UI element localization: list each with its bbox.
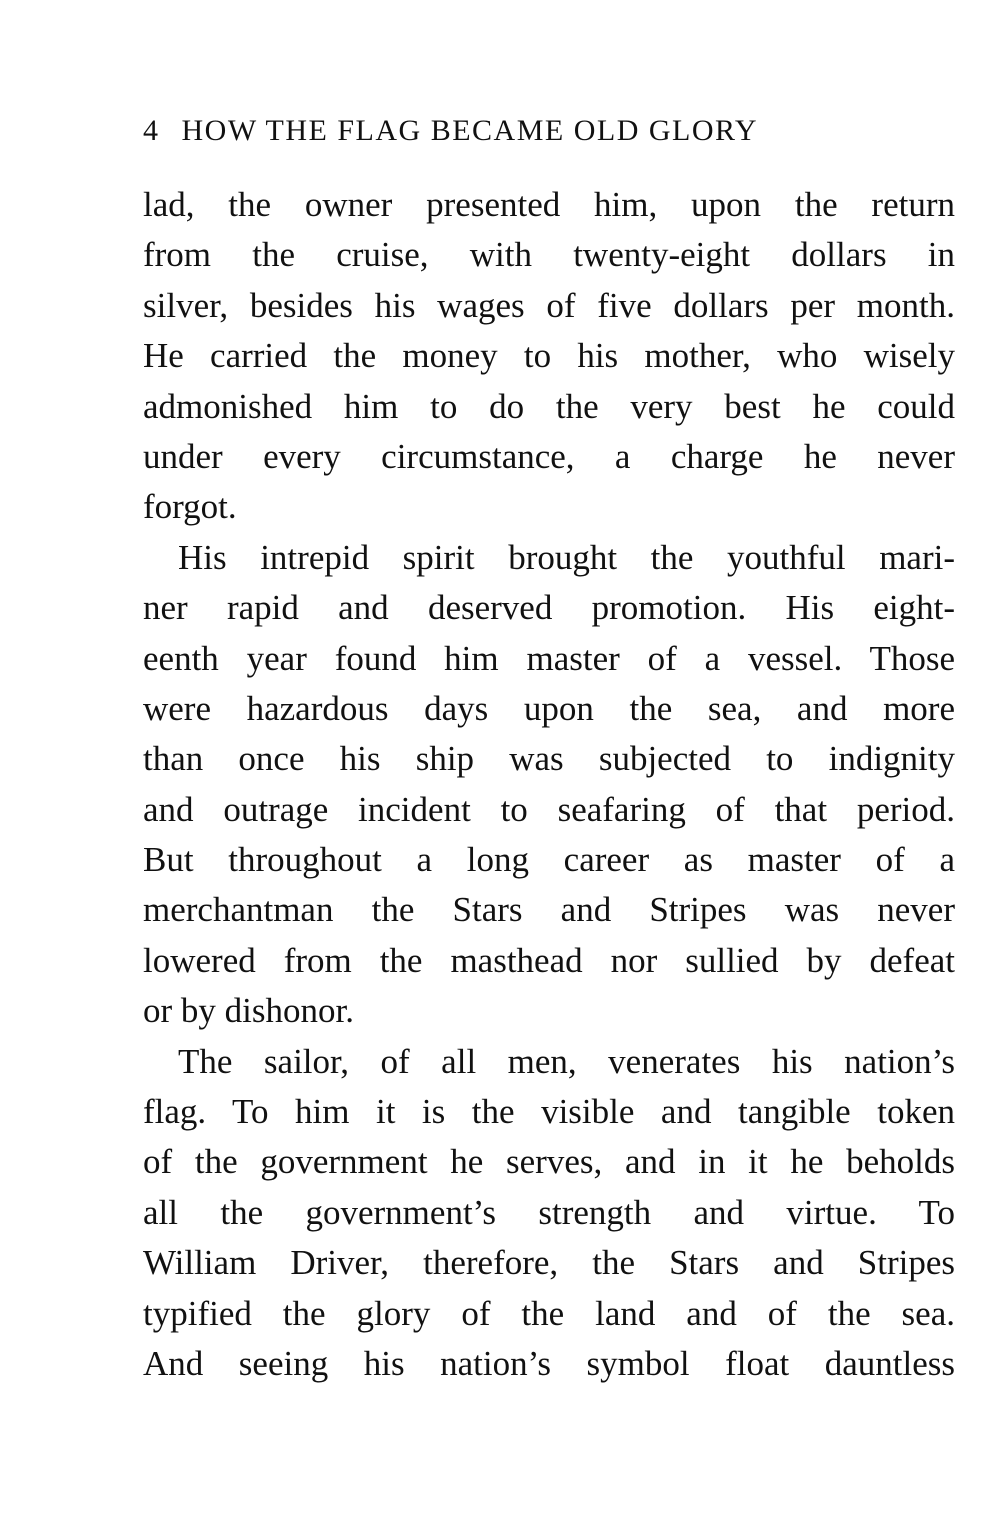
text-line: and outrage incident to seafaring of that period. <box>143 789 955 829</box>
text-line: merchantman the Stars and Stripes was never <box>143 890 955 930</box>
text-line: lowered from the masthead nor sullied by defeat <box>143 940 955 980</box>
text-line: typified the glory of the land and of the sea. <box>143 1293 955 1333</box>
text-line: of the government he serves, and in it he beholds <box>143 1142 955 1182</box>
text-line: William Driver, therefore, the Stars and Stripes <box>143 1243 955 1283</box>
text-line: than once his ship was subjected to indignity <box>143 739 955 779</box>
running-title: HOW THE FLAG BECAME OLD GLORY <box>181 114 759 147</box>
text-line: flag. To him it is the visible and tangible token <box>143 1092 955 1132</box>
text-line: silver, besides his wages of five dollars per month. <box>143 285 955 325</box>
running-head <box>143 111 955 151</box>
text-line: or by dishonor. <box>143 991 354 1031</box>
text-line: But throughout a long career as master of a <box>143 840 955 880</box>
text-line: The sailor, of all men, venerates his nation’s <box>178 1041 955 1081</box>
text-line: lad, the owner presented him, upon the return <box>143 185 955 224</box>
text-line: And seeing his nation’s symbol float dauntless <box>143 1343 955 1383</box>
body-text <box>143 180 955 1389</box>
text-line: under every circumstance, a charge he never <box>143 436 955 476</box>
text-line: He carried the money to his mother, who wisely <box>143 336 955 376</box>
text-line: eenth year found him master of a vessel. Those <box>143 638 955 678</box>
page-number: 4 <box>143 114 160 147</box>
text-line: were hazardous days upon the sea, and more <box>143 688 955 728</box>
text-line: from the cruise, with twenty-eight dollars in <box>143 235 955 275</box>
text-line: admonished him to do the very best he could <box>143 386 955 426</box>
text-line: forgot. <box>143 487 237 527</box>
text-line: His intrepid spirit brought the youthful mari- <box>178 537 955 577</box>
text-line: ner rapid and deserved promotion. His eight- <box>143 588 955 628</box>
text-line: all the government’s strength and virtue. To <box>143 1192 955 1232</box>
